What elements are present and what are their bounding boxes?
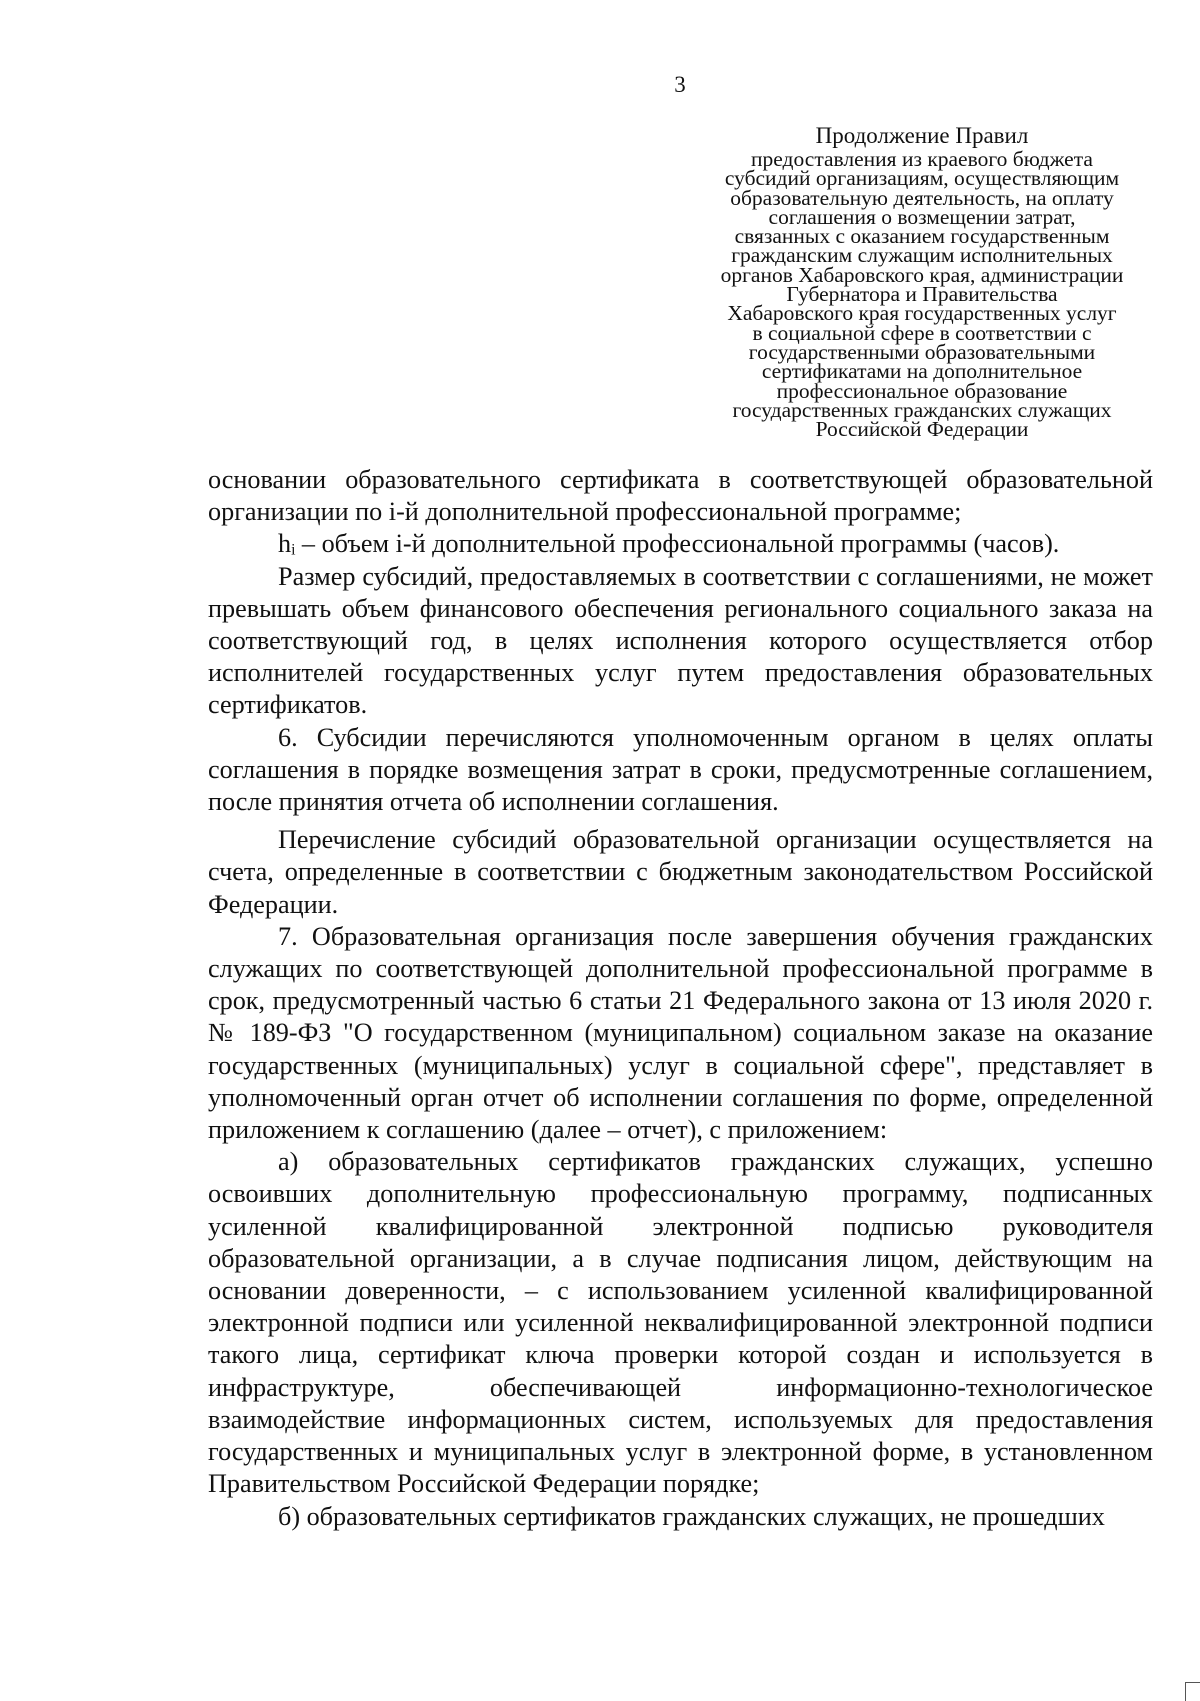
header-line: образовательную деятельность, на оплату xyxy=(730,185,1114,210)
header-line: в социальной сфере в соответствии с xyxy=(752,320,1092,345)
header-line: сертификатами на дополнительное xyxy=(761,359,1083,384)
body-paragraph: Перечисление субсидий образовательной организации осуществляется на счета, определенные в соответствии с бюджетным законодательством Российской Федерации. xyxy=(208,825,1153,919)
header-line: профессиональное образование xyxy=(776,378,1068,403)
body-paragraph: 7. Образовательная организация после завершения обучения гражданских служащих по соответствующей дополнительной профессиональной программе в срок, предусмотренный частью 6 статьи 21 Федерального закона от 13 июля 2020 г. № 189-ФЗ "О государственном (муниципальном) социальном заказе на оказание государственных (муниципальных) услуг в социальной сфере", представляет в уполномоченный орган отчет об исполнении соглашения по форме, определенной приложением к соглашению (далее – отчет), с приложением: xyxy=(208,921,1153,1145)
body-paragraph: 6. Субсидии перечисляются уполномоченным органом в целях оплаты соглашения в порядке возмещения затрат в сроки, предусмотренные соглашением, после принятия отчета об исполнении соглашения. xyxy=(208,722,1153,817)
document-body xyxy=(208,464,1153,1533)
header-line: предоставления из краевого бюджета xyxy=(751,147,1093,171)
body-paragraph: б) образовательных сертификатов гражданских служащих, не прошедших xyxy=(278,1501,1105,1531)
header-line: Губернатора и Правительства xyxy=(786,282,1058,307)
body-paragraph: а) образовательных сертификатов гражданских служащих, успешно освоивших дополнительную профессиональную программу, подписанных усиленной квалифицированной электронной подписью руководителя образовательной организации, а в случае подписания лицом, действующим на основании доверенности, – с использованием усиленной квалифицированной электронной подписи или усиленной неквалифицированной электронной подписи такого лица, сертификат ключа проверки которой создан и используется в инфраструктуре, обеспечивающей информационно-технологическое взаимодействие информационных систем, используемых для предоставления государственных и муниципальных услуг в электронной форме, в установленном Правительством Российской Федерации порядке; xyxy=(208,1147,1153,1499)
body-paragraph: hᵢ – объем i-й дополнительной профессиональной программы (часов). xyxy=(278,529,1060,559)
body-paragraph: Размер субсидий, предоставляемых в соответствии с соглашениями, не может превышать объем финансового обеспечения регионального социального заказа на соответствующий год, в целях исполнения которого осуществляется отбор исполнителей государственных услуг путем предоставления образовательных сертификатов. xyxy=(208,561,1153,720)
header-line: Хабаровского края государственных услуг xyxy=(727,301,1117,326)
body-paragraph: основании образовательного сертификата в соответствующей образовательной организации по i-й дополнительной профессиональной программе; xyxy=(208,465,1153,527)
header-line: органов Хабаровского края, администрации xyxy=(720,262,1124,287)
header-line: Российской Федерации xyxy=(815,417,1029,442)
header-title: Продолжение Правил xyxy=(815,123,1029,148)
corner-mark xyxy=(1185,1682,1200,1701)
header-line: государственных гражданских служащих xyxy=(732,397,1112,422)
header-line: соглашения о возмещении затрат, xyxy=(768,204,1076,229)
header-block xyxy=(686,122,1158,442)
header-line: субсидий организациям, осуществляющим xyxy=(724,166,1120,191)
header-line: гражданским служащим исполнительных xyxy=(731,243,1113,268)
header-line: связанных с оказанием государственным xyxy=(734,224,1110,249)
page-number: 3 xyxy=(674,72,686,97)
header-line: государственными образовательными xyxy=(748,339,1096,364)
